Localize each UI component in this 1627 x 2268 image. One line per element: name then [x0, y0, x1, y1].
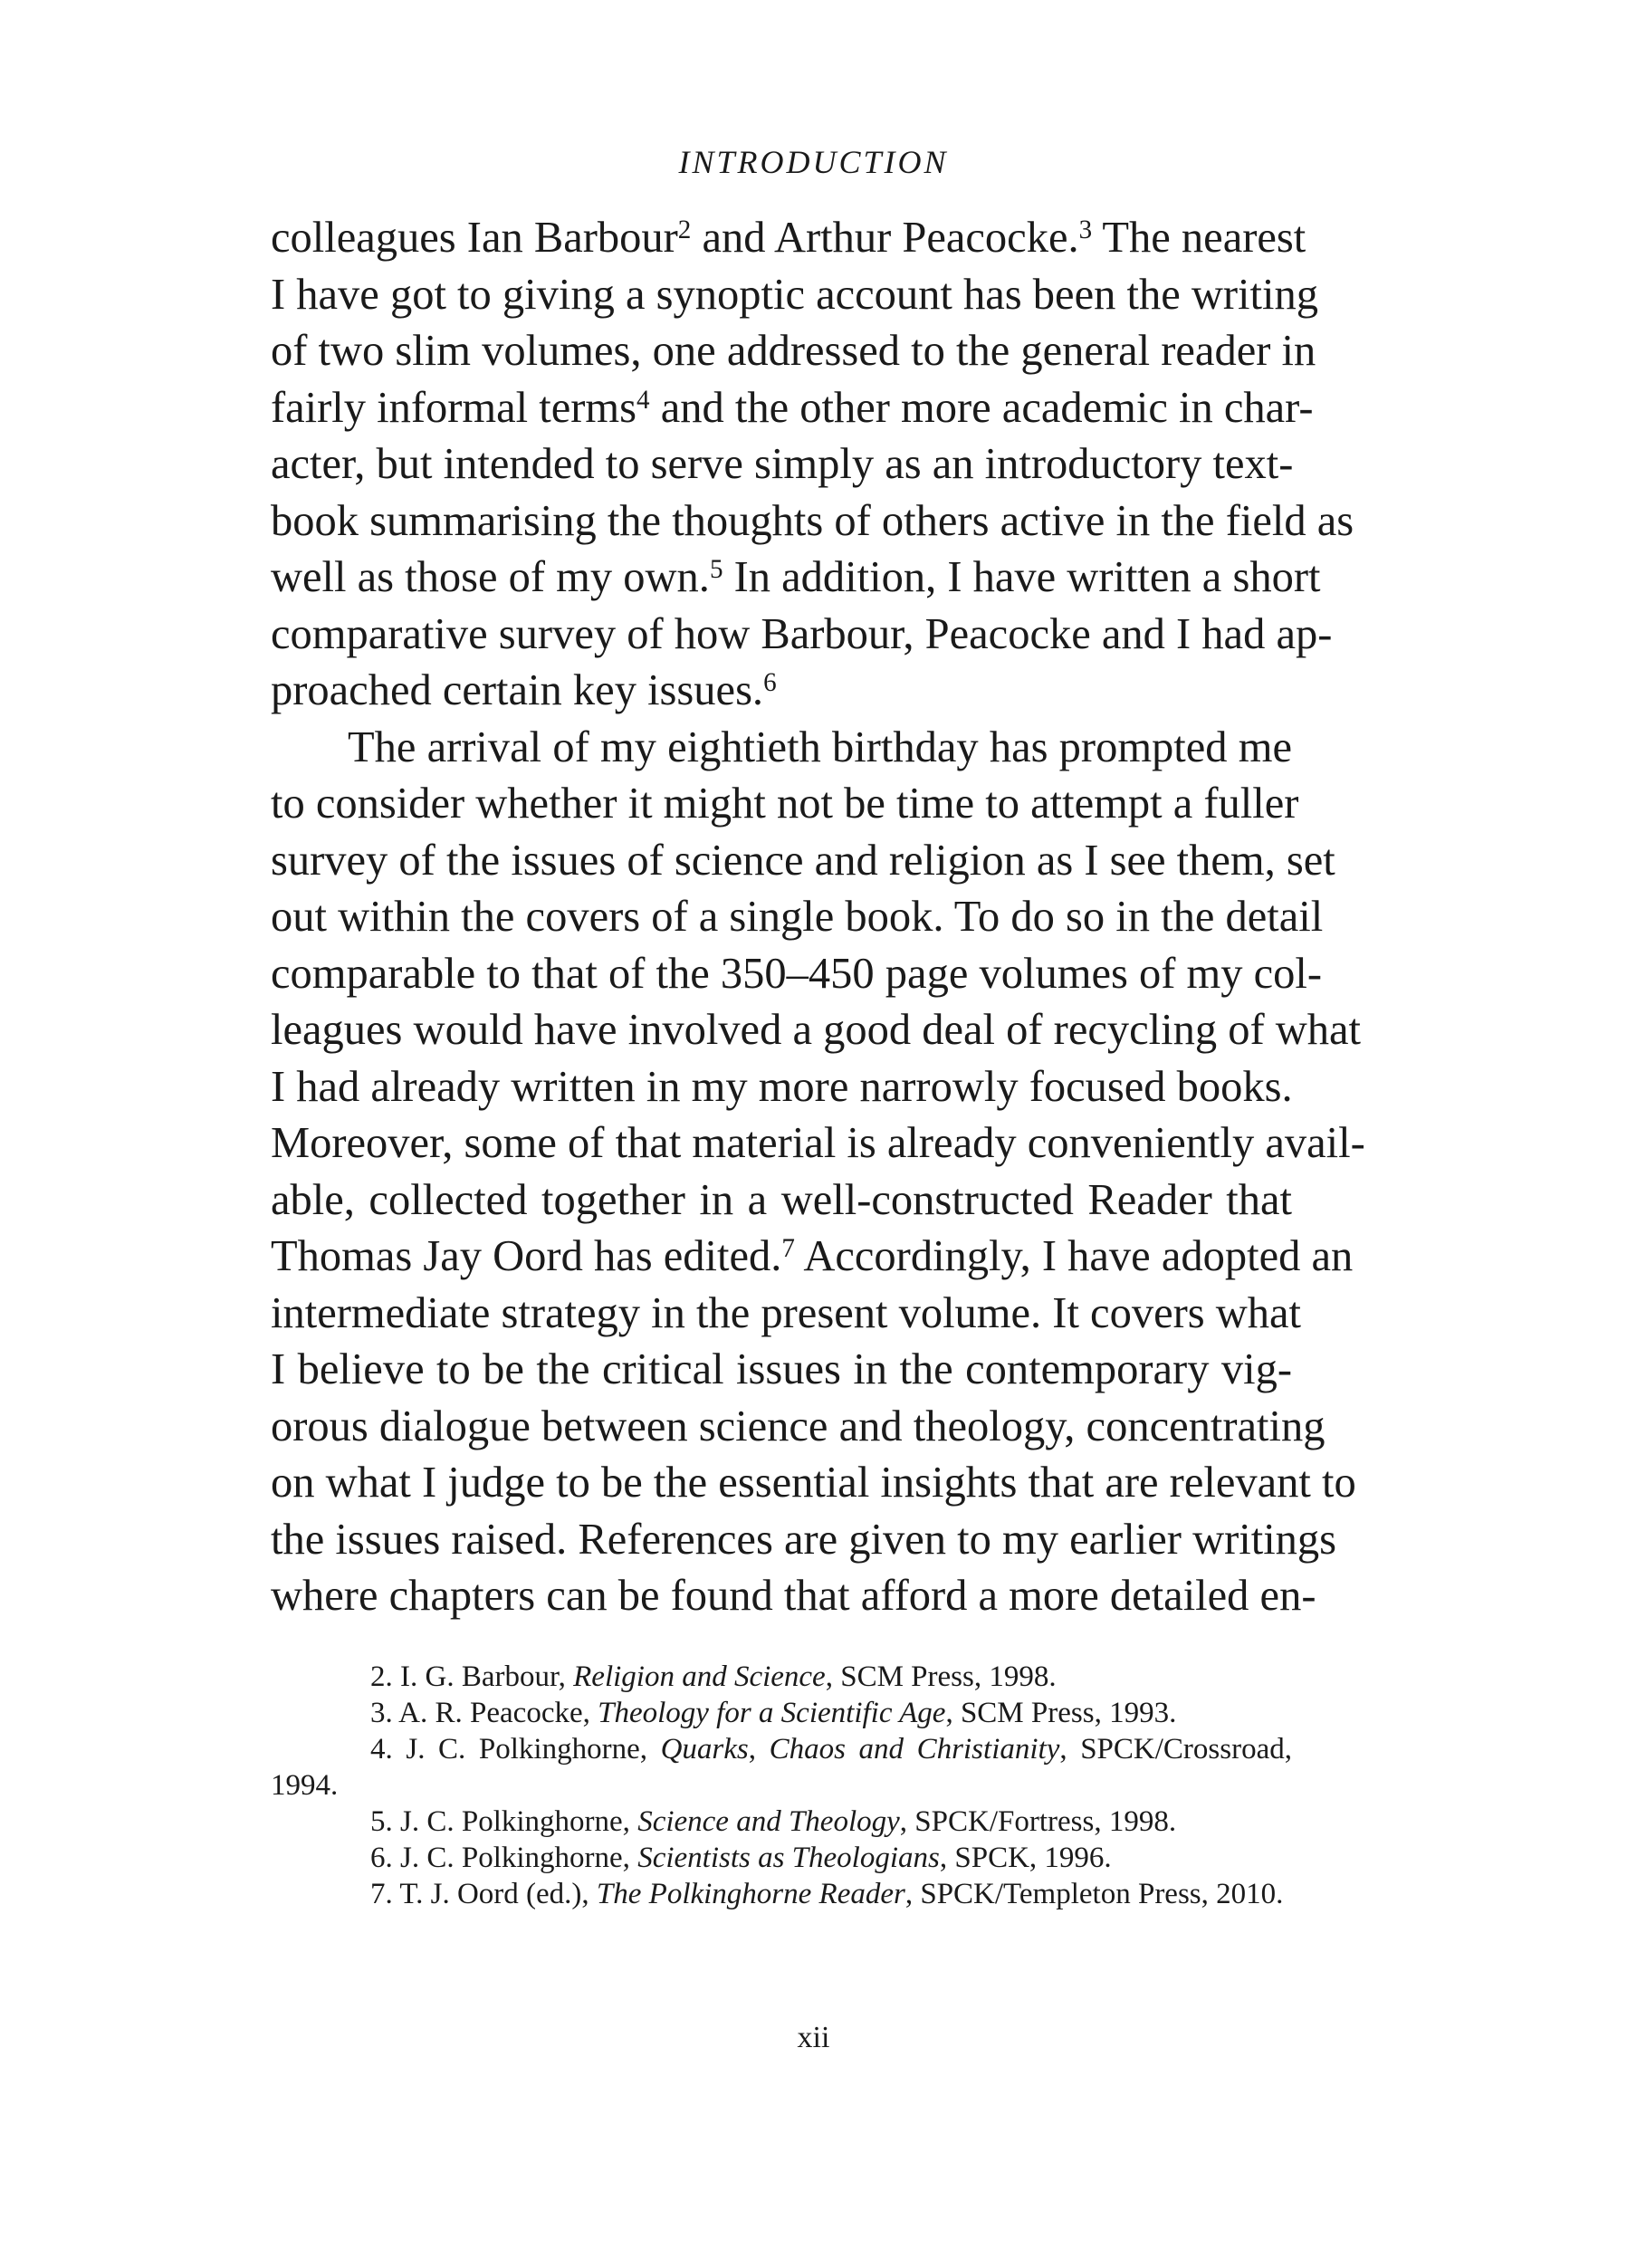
note-text: , SCM Press, 1998. — [825, 1660, 1057, 1693]
line-text: of two slim volumes, one addressed to the general reader in — [271, 327, 1316, 375]
body-line — [271, 1399, 1326, 1456]
note-text: , — [748, 1733, 770, 1766]
italic-title: Chaos and Christianity — [769, 1733, 1060, 1766]
body-line — [271, 1059, 1292, 1116]
body-line — [271, 1002, 1362, 1059]
footnote — [271, 1804, 1292, 1840]
body-line — [271, 1172, 1292, 1230]
body-line — [271, 833, 1335, 890]
running-head: INTRODUCTION — [678, 144, 949, 180]
body-line — [271, 1229, 1354, 1286]
line-text: colleagues Ian Barbour — [271, 214, 678, 262]
line-text: and the other more academic in char- — [649, 383, 1314, 432]
line-text: In addition, I have written a short — [723, 553, 1321, 601]
note-text: , SPCK/Crossroad, — [1059, 1733, 1292, 1766]
footnote-reference: 4 — [636, 385, 650, 415]
line-text: out within the covers of a single book. To do so in the detail — [271, 893, 1324, 941]
footnote-reference: 3 — [1078, 215, 1093, 245]
body-line — [271, 1568, 1316, 1625]
line-text: on what I judge to be the essential insights that are relevant to — [271, 1459, 1356, 1507]
line-text: comparative survey of how Barbour, Peacocke and I had ap- — [271, 609, 1333, 658]
body-line — [271, 493, 1354, 550]
body-line — [271, 1342, 1292, 1399]
line-text: where chapters can be found that afford a more detailed en- — [271, 1572, 1316, 1620]
body-line — [271, 1512, 1337, 1569]
body-line — [271, 267, 1318, 324]
italic-title: Theology for a Scientific Age — [598, 1697, 946, 1729]
italic-title: Religion and Science — [573, 1660, 826, 1693]
note-text: 4. J. C. Polkinghorne, — [370, 1733, 661, 1766]
line-text: Thomas Jay Oord has edited. — [271, 1232, 782, 1280]
note-text: , SPCK/Fortress, 1998. — [899, 1805, 1177, 1838]
line-text: well as those of my own. — [271, 553, 710, 601]
body-line — [271, 210, 1306, 267]
body-line — [271, 889, 1324, 946]
line-text: to consider whether it might not be time to attempt a fuller — [271, 780, 1299, 828]
note-text: 6. J. C. Polkinghorne, — [370, 1842, 638, 1874]
body-line — [271, 720, 1292, 777]
line-text: Moreover, some of that material is already conveniently avail- — [271, 1119, 1365, 1167]
line-text: acter, but intended to serve simply as an introductory text- — [271, 440, 1294, 488]
footnote-continuation — [271, 1767, 1292, 1804]
footnote — [271, 1876, 1292, 1912]
footnote — [271, 1659, 1292, 1695]
body-text — [271, 210, 1365, 1625]
line-text: intermediate strategy in the present volume. It covers what — [271, 1288, 1302, 1337]
line-text: able, collected together in a well-constructed Reader that — [271, 1175, 1292, 1224]
line-text: orous dialogue between science and theology, concentrating — [271, 1402, 1326, 1450]
italic-title: Science and Theology — [637, 1805, 900, 1838]
body-line — [271, 607, 1333, 664]
line-text: and Arthur Peacocke. — [691, 214, 1079, 262]
body-line — [271, 436, 1292, 493]
line-text: I had already written in my more narrowly focused books. — [271, 1062, 1293, 1111]
italic-title: Quarks — [660, 1733, 749, 1766]
body-line — [271, 380, 1314, 437]
line-text: the issues raised. References are given to my earlier writings — [271, 1515, 1337, 1564]
note-text: 5. J. C. Polkinghorne, — [370, 1805, 638, 1838]
line-text: proached certain key issues. — [271, 666, 764, 714]
footnote-reference: 2 — [677, 215, 692, 245]
body-line — [271, 323, 1316, 380]
line-text: The arrival of my eightieth birthday has prompted me — [348, 723, 1292, 771]
line-text: leagues would have involved a good deal of recycling of what — [271, 1006, 1362, 1054]
note-text: 2. I. G. Barbour, — [370, 1660, 574, 1693]
footnote — [271, 1731, 1292, 1767]
note-text: 1994. — [271, 1769, 339, 1802]
line-text: Accordingly, I have adopted an — [794, 1232, 1354, 1280]
body-line — [271, 1286, 1302, 1343]
footnote-reference: 6 — [763, 668, 777, 698]
body-line — [271, 776, 1299, 833]
page-number: xii — [797, 2021, 830, 2054]
note-text: 3. A. R. Peacocke, — [370, 1697, 598, 1729]
line-text: The nearest — [1092, 214, 1306, 262]
line-text: I believe to be the critical issues in the contemporary vig- — [271, 1345, 1292, 1393]
body-line — [271, 946, 1322, 1003]
footnote-reference: 7 — [781, 1234, 795, 1264]
footnote — [271, 1840, 1292, 1876]
note-text: , SPCK/Templeton Press, 2010. — [904, 1878, 1284, 1910]
note-text: , SPCK, 1996. — [939, 1842, 1112, 1874]
italic-title: Scientists as Theologians — [637, 1842, 940, 1874]
line-text: I have got to giving a synoptic account has been the writing — [271, 270, 1318, 319]
note-text: , SCM Press, 1993. — [945, 1697, 1177, 1729]
note-text: 7. T. J. Oord (ed.), — [370, 1878, 597, 1910]
body-line — [271, 1115, 1365, 1172]
line-text: fairly informal terms — [271, 383, 637, 432]
body-line — [271, 550, 1321, 607]
footnotes — [271, 1659, 1292, 1912]
body-line — [271, 663, 1292, 720]
footnote-reference: 5 — [709, 555, 723, 585]
body-line — [271, 1455, 1356, 1512]
line-text: survey of the issues of science and religion as I see them, set — [271, 836, 1335, 885]
line-text: comparable to that of the 350–450 page volumes of my col- — [271, 949, 1322, 998]
footnote — [271, 1695, 1292, 1731]
italic-title: The Polkinghorne Reader — [596, 1878, 905, 1910]
line-text: book summarising the thoughts of others active in the field as — [271, 496, 1354, 545]
